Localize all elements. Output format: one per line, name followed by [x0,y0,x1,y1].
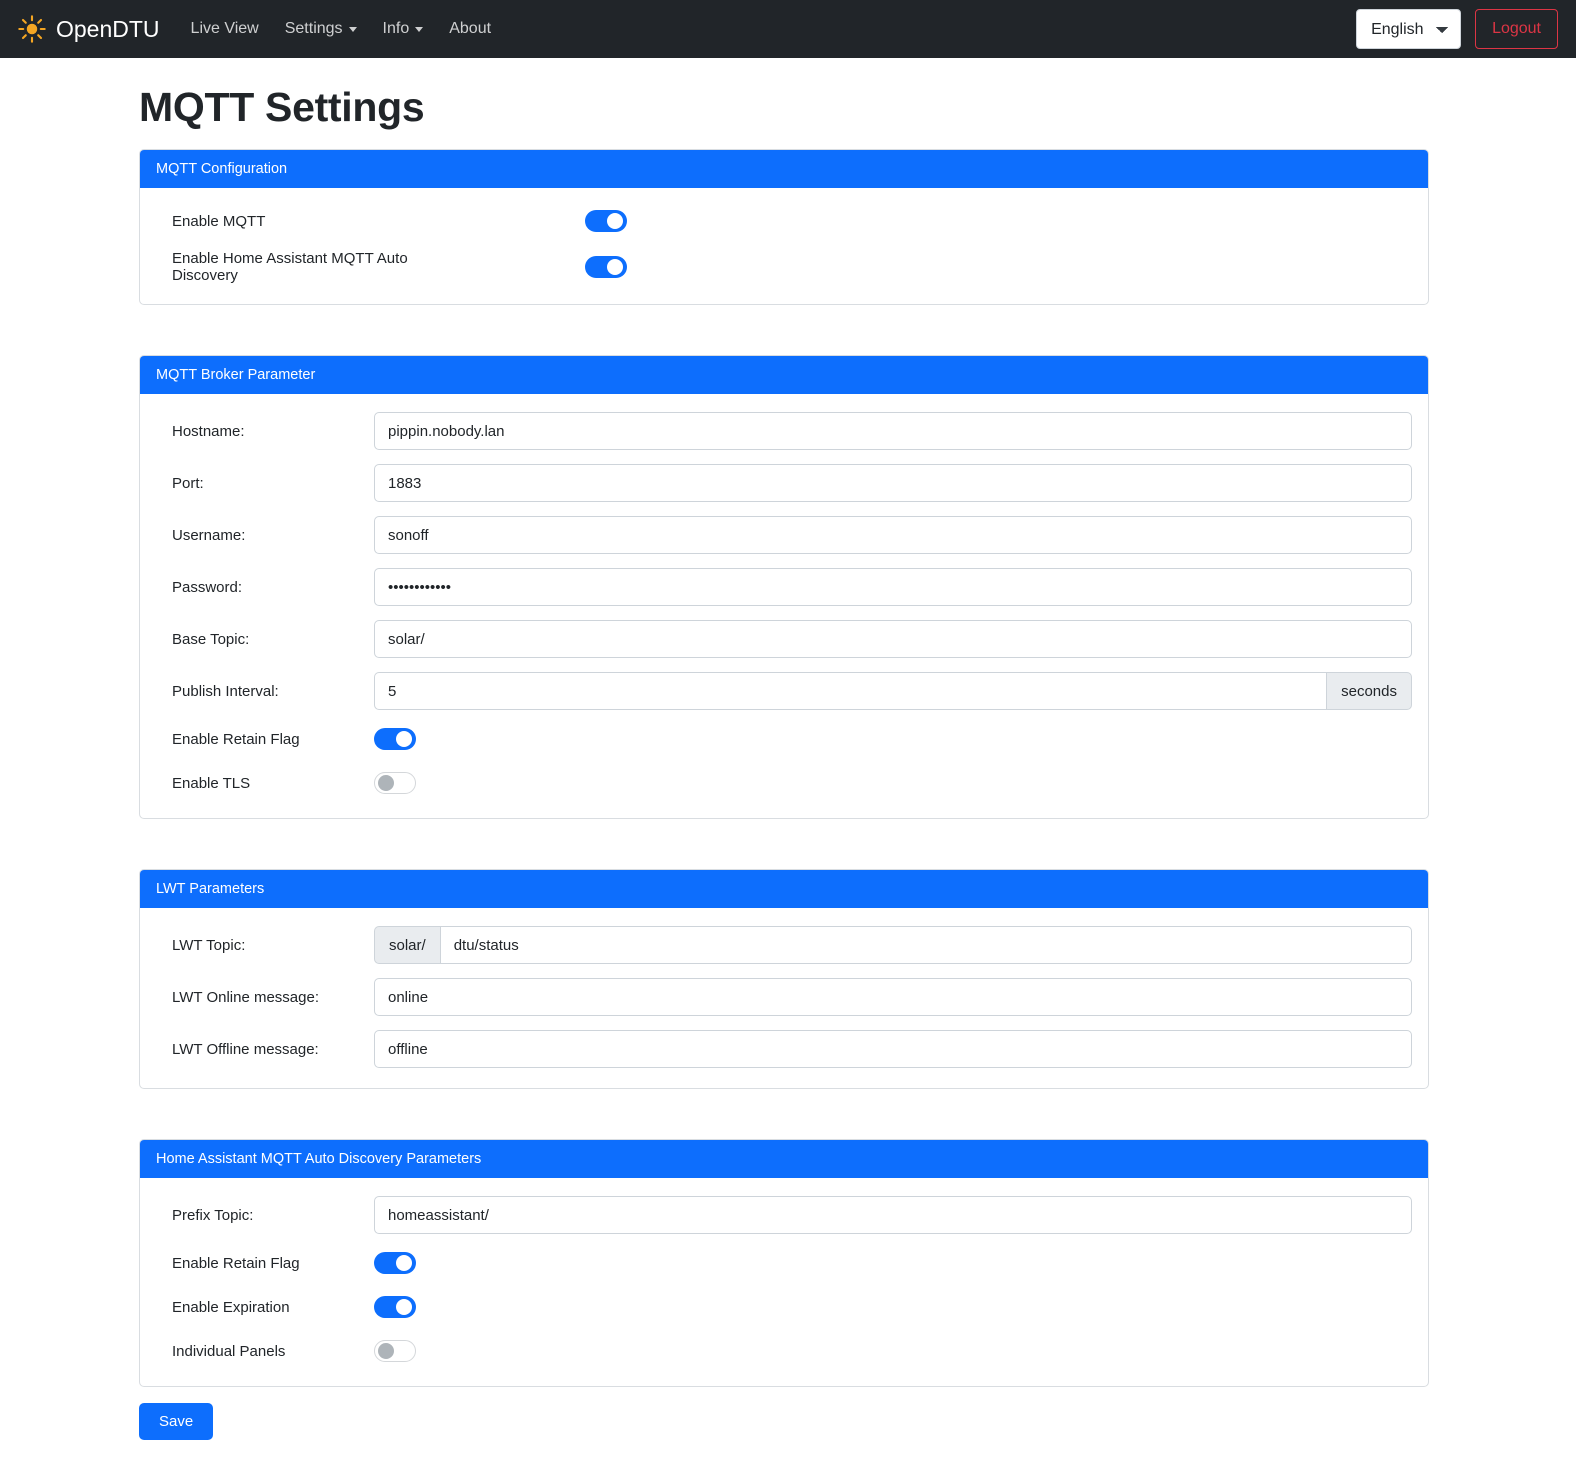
control-enable-mqtt [374,210,1412,232]
label-publish-interval: Publish Interval: [172,682,279,700]
page-title: MQTT Settings [139,84,425,130]
control-hostname [374,412,1412,450]
password-input[interactable] [374,568,1412,606]
control-username [374,516,1412,554]
row-lwt-online [156,978,1412,1016]
top-navbar [0,0,1576,58]
publish-interval-group [374,672,1412,710]
control-port [374,464,1412,502]
label-username: Username: [172,526,246,544]
control-prefix-topic [374,1196,1412,1234]
nav-item-live-view-label: Live View [190,20,259,37]
card-header-mqtt-configuration: MQTT Configuration [140,150,1428,188]
row-lwt-topic [156,926,1412,964]
lwt-online-input[interactable] [374,978,1412,1016]
row-hostname [156,412,1412,450]
label-lwt-topic: LWT Topic: [172,936,246,954]
chevron-down-icon [415,27,423,32]
brand-label: OpenDTU [56,15,160,42]
card-body-mqtt-configuration [140,188,1428,304]
nav-links [178,12,505,46]
label-password: Password: [172,578,243,596]
card-header-mqtt-broker: MQTT Broker Parameter [140,356,1428,394]
label-enable-mqtt: Enable MQTT [172,212,266,230]
card-mqtt-broker [139,355,1429,819]
label-lwt-online: LWT Online message: [172,988,320,1006]
sun-icon [18,15,46,43]
control-hass-expiration [374,1296,1412,1318]
card-lwt-parameters [139,869,1429,1089]
nav-item-settings[interactable] [272,12,370,46]
row-publish-interval [156,672,1412,710]
label-hass-retain-flag: Enable Retain Flag [172,1254,300,1272]
brand-logo[interactable] [18,15,160,43]
control-lwt-topic [374,926,1412,964]
label-enable-home-assistant: Enable Home Assistant MQTT Auto Discovery [172,250,408,284]
control-enable-tls [374,772,1412,794]
row-password [156,568,1412,606]
card-header-lwt: LWT Parameters [140,870,1428,908]
label-hostname: Hostname: [172,422,245,440]
row-enable-mqtt [156,206,1412,236]
control-retain-flag [374,728,1412,750]
card-header-home-assistant: Home Assistant MQTT Auto Discovery Parameters [140,1140,1428,1178]
lwt-topic-group [374,926,1412,964]
hostname-input[interactable] [374,412,1412,450]
row-hass-expiration [156,1292,1412,1322]
nav-item-info[interactable] [370,12,437,46]
nav-item-about[interactable] [436,12,504,46]
username-input[interactable] [374,516,1412,554]
chevron-down-icon [349,27,357,32]
nav-item-about-label: About [449,20,492,37]
label-lwt-offline: LWT Offline message: [172,1040,319,1058]
row-hass-retain-flag [156,1248,1412,1278]
card-body-lwt [140,908,1428,1088]
control-lwt-offline [374,1030,1412,1068]
logout-button[interactable]: Logout [1475,9,1558,49]
card-body-home-assistant [140,1178,1428,1386]
page-content [0,84,1576,1464]
toggle-retain-flag[interactable] [374,728,416,750]
row-prefix-topic [156,1196,1412,1234]
publish-interval-unit: seconds [1326,672,1412,710]
port-input[interactable] [374,464,1412,502]
label-enable-tls: Enable TLS [172,774,251,792]
toggle-hass-retain-flag[interactable] [374,1252,416,1274]
control-publish-interval [374,672,1412,710]
row-retain-flag [156,724,1412,754]
prefix-topic-input[interactable] [374,1196,1412,1234]
navbar-right-group [1356,9,1558,49]
card-body-mqtt-broker [140,394,1428,818]
toggle-enable-home-assistant[interactable] [585,256,627,278]
row-lwt-offline [156,1030,1412,1068]
row-port [156,464,1412,502]
nav-item-live-view[interactable] [178,12,272,46]
control-password [374,568,1412,606]
lwt-offline-input[interactable] [374,1030,1412,1068]
nav-item-info-label: Info [382,20,410,37]
row-enable-tls [156,768,1412,798]
control-base-topic [374,620,1412,658]
label-individual-panels: Individual Panels [172,1342,286,1360]
toggle-hass-expiration[interactable] [374,1296,416,1318]
card-mqtt-configuration [139,149,1429,305]
lwt-topic-input[interactable] [440,926,1412,964]
toggle-individual-panels[interactable] [374,1340,416,1362]
control-hass-retain-flag [374,1252,1412,1274]
row-individual-panels [156,1336,1412,1366]
publish-interval-input[interactable] [374,672,1326,710]
toggle-enable-mqtt[interactable] [585,210,627,232]
lwt-topic-prefix: solar/ [374,926,440,964]
control-lwt-online [374,978,1412,1016]
row-base-topic [156,620,1412,658]
card-home-assistant [139,1139,1429,1387]
save-button[interactable]: Save [139,1403,213,1440]
row-enable-home-assistant [156,250,1412,284]
control-individual-panels [374,1340,1412,1362]
nav-item-settings-label: Settings [284,20,343,37]
label-prefix-topic: Prefix Topic: [172,1206,254,1224]
language-select[interactable] [1356,9,1461,49]
label-hass-expiration: Enable Expiration [172,1298,290,1316]
label-retain-flag: Enable Retain Flag [172,730,300,748]
row-username [156,516,1412,554]
label-port: Port: [172,474,204,492]
toggle-enable-tls[interactable] [374,772,416,794]
base-topic-input[interactable] [374,620,1412,658]
label-base-topic: Base Topic: [172,630,250,648]
control-enable-home-assistant [476,256,1412,278]
